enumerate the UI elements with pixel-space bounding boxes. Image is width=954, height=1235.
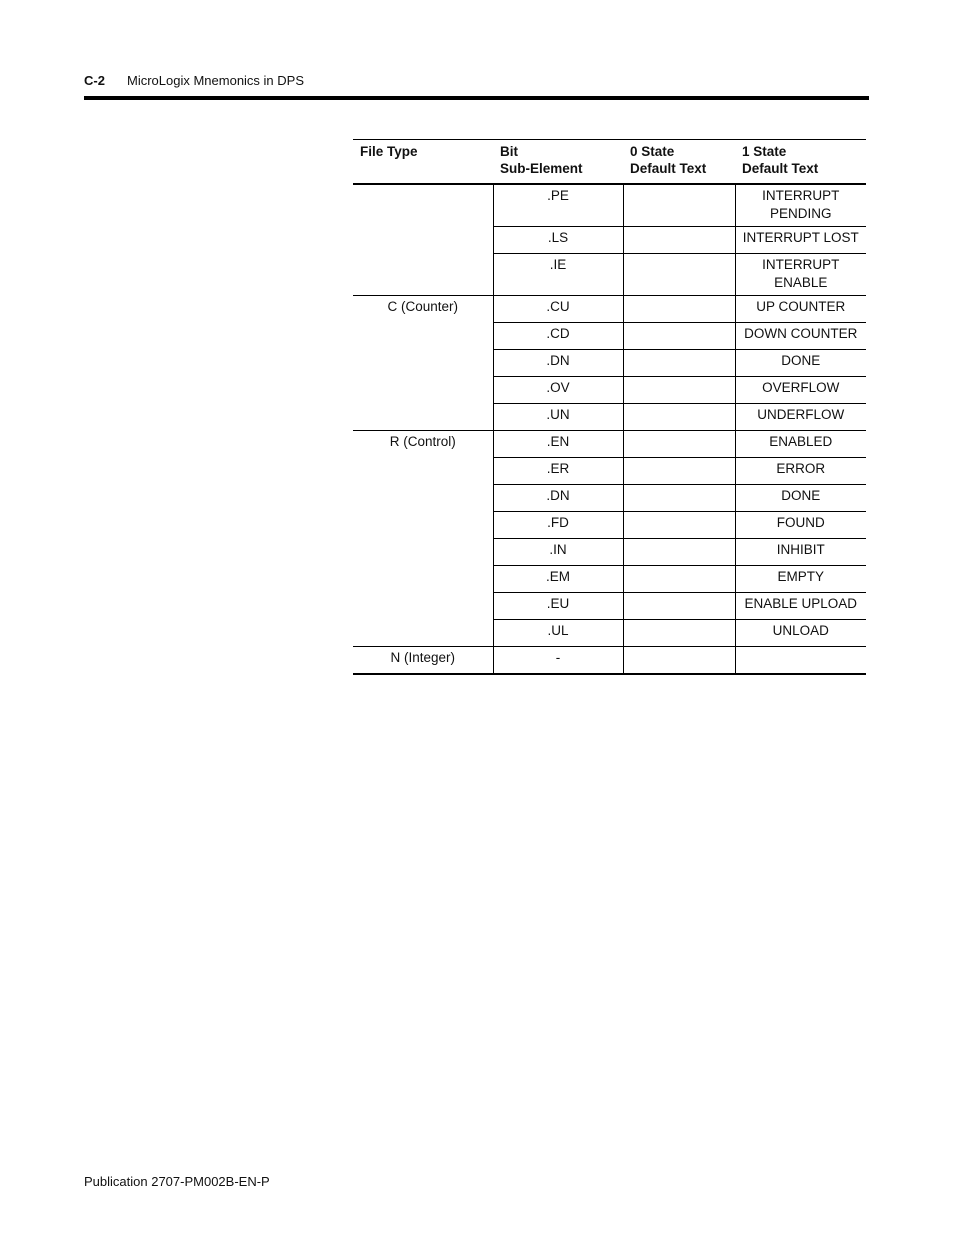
column-header-bit: Bit Sub-Element — [500, 144, 583, 176]
one-state-cell: DONE — [735, 485, 866, 512]
one-state-cell: INTERRUPT LOST — [735, 227, 866, 254]
column-header-file-type: File Type — [360, 144, 418, 159]
bit-cell: - — [493, 647, 623, 675]
zero-state-cell — [623, 647, 735, 675]
bit-cell: .PE — [493, 184, 623, 227]
file-type-cell: N (Integer) — [353, 647, 493, 675]
file-type-cell — [353, 620, 493, 647]
table-row — [353, 184, 866, 227]
table-row — [353, 458, 866, 485]
page-header — [84, 72, 869, 90]
bit-cell: .EU — [493, 593, 623, 620]
table-row — [353, 350, 866, 377]
one-state-cell: ENABLED — [735, 431, 866, 458]
one-state-cell: EMPTY — [735, 566, 866, 593]
zero-state-cell — [623, 323, 735, 350]
zero-state-cell — [623, 254, 735, 296]
file-type-cell — [353, 566, 493, 593]
table-body — [353, 184, 866, 674]
zero-state-cell — [623, 485, 735, 512]
bit-cell: .CU — [493, 296, 623, 323]
one-state-cell: UNDERFLOW — [735, 404, 866, 431]
table-row — [353, 227, 866, 254]
bit-cell: .UN — [493, 404, 623, 431]
file-type-cell: R (Control) — [353, 431, 493, 458]
file-type-cell — [353, 512, 493, 539]
file-type-cell — [353, 539, 493, 566]
table-row — [353, 539, 866, 566]
file-type-cell — [353, 404, 493, 431]
section-title: MicroLogix Mnemonics in DPS — [127, 73, 305, 88]
zero-state-cell — [623, 404, 735, 431]
table-row — [353, 512, 866, 539]
table-row — [353, 254, 866, 296]
bit-cell: .EN — [493, 431, 623, 458]
file-type-cell — [353, 254, 493, 296]
file-type-cell — [353, 350, 493, 377]
table-header-row — [353, 140, 866, 185]
one-state-cell: ERROR — [735, 458, 866, 485]
zero-state-cell — [623, 431, 735, 458]
one-state-cell — [735, 647, 866, 675]
table-row — [353, 431, 866, 458]
bit-cell: .UL — [493, 620, 623, 647]
table-row — [353, 620, 866, 647]
zero-state-cell — [623, 377, 735, 404]
column-header-one-state: 1 State Default Text — [742, 144, 819, 176]
one-state-cell: INTERRUPT PENDING — [735, 184, 866, 227]
file-type-cell — [353, 323, 493, 350]
one-state-cell: OVERFLOW — [735, 377, 866, 404]
zero-state-cell — [623, 458, 735, 485]
one-state-cell: ENABLE UPLOAD — [735, 593, 866, 620]
bit-cell: .IE — [493, 254, 623, 296]
bit-cell: .LS — [493, 227, 623, 254]
bit-cell: .DN — [493, 485, 623, 512]
bit-cell: .EM — [493, 566, 623, 593]
file-type-cell: C (Counter) — [353, 296, 493, 323]
zero-state-cell — [623, 227, 735, 254]
zero-state-cell — [623, 184, 735, 227]
zero-state-cell — [623, 593, 735, 620]
zero-state-cell — [623, 620, 735, 647]
table-row — [353, 647, 866, 675]
table-row — [353, 404, 866, 431]
file-type-cell — [353, 458, 493, 485]
footer-publication: Publication 2707-PM002B-EN-P — [84, 1174, 270, 1189]
one-state-cell: DOWN COUNTER — [735, 323, 866, 350]
page-number: C-2 — [84, 73, 105, 88]
file-type-cell — [353, 227, 493, 254]
zero-state-cell — [623, 566, 735, 593]
bit-cell: .FD — [493, 512, 623, 539]
mnemonics-table — [353, 139, 866, 675]
table-row — [353, 485, 866, 512]
table-row — [353, 593, 866, 620]
file-type-cell — [353, 184, 493, 227]
table-row — [353, 323, 866, 350]
zero-state-cell — [623, 296, 735, 323]
one-state-cell: FOUND — [735, 512, 866, 539]
zero-state-cell — [623, 539, 735, 566]
one-state-cell: UNLOAD — [735, 620, 866, 647]
file-type-cell — [353, 377, 493, 404]
file-type-cell — [353, 485, 493, 512]
one-state-cell: INHIBIT — [735, 539, 866, 566]
one-state-cell: INTERRUPT ENABLE — [735, 254, 866, 296]
bit-cell: .OV — [493, 377, 623, 404]
file-type-cell — [353, 593, 493, 620]
zero-state-cell — [623, 512, 735, 539]
column-header-zero-state: 0 State Default Text — [630, 144, 707, 176]
table-row — [353, 296, 866, 323]
one-state-cell: DONE — [735, 350, 866, 377]
table-row — [353, 566, 866, 593]
header-rule — [84, 96, 869, 100]
bit-cell: .CD — [493, 323, 623, 350]
zero-state-cell — [623, 350, 735, 377]
bit-cell: .DN — [493, 350, 623, 377]
one-state-cell: UP COUNTER — [735, 296, 866, 323]
table-row — [353, 377, 866, 404]
bit-cell: .ER — [493, 458, 623, 485]
bit-cell: .IN — [493, 539, 623, 566]
